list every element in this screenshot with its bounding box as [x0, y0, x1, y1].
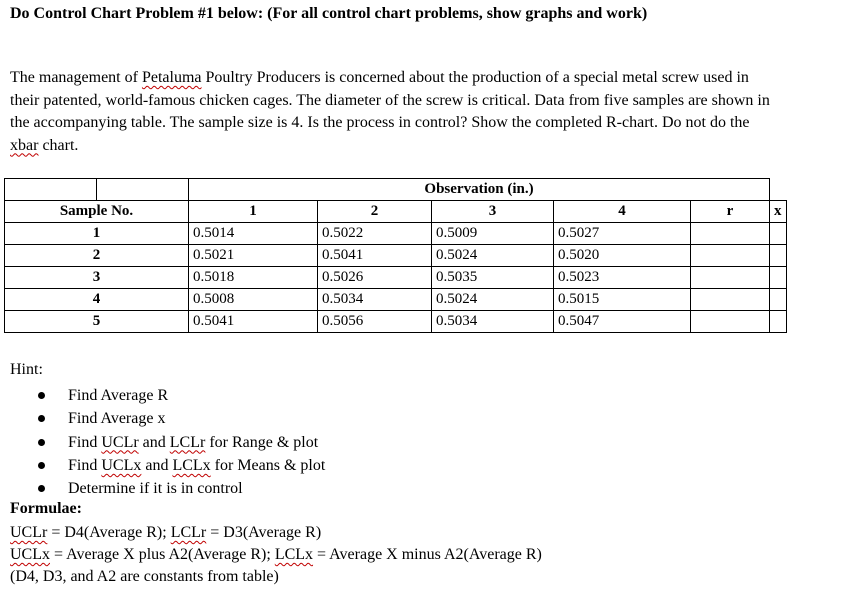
obs-cell: 0.5008	[189, 289, 318, 311]
obs-cell: 0.5026	[318, 267, 432, 289]
hint-text: Determine if it is in control	[68, 480, 243, 498]
hint-text: and	[141, 456, 173, 474]
statement-company-name: Petaluma	[141, 69, 202, 86]
table-group-header-row	[5, 179, 787, 201]
obs-cell: 0.5009	[432, 223, 554, 245]
problem-title: Do Control Chart Problem #1 below: (For all control chart problems, show graphs and work)	[10, 5, 648, 22]
obs-cell: 0.5047	[554, 311, 691, 333]
obs-cell: 0.5034	[318, 289, 432, 311]
list-item	[30, 431, 325, 454]
obs-cell: 0.5015	[554, 289, 691, 311]
table-row	[5, 267, 787, 289]
obs-cell: 0.5014	[189, 223, 318, 245]
r-cell[interactable]	[691, 311, 770, 333]
r-cell[interactable]	[691, 267, 770, 289]
formula-term: UCLx	[10, 546, 50, 563]
obs-cell: 0.5027	[554, 223, 691, 245]
x-cell[interactable]	[770, 245, 787, 267]
x-cell[interactable]	[770, 267, 787, 289]
hint-term: UCLx	[101, 456, 142, 474]
bullet-icon	[38, 392, 45, 399]
observation-table	[4, 178, 787, 333]
statement-text: The management of	[10, 69, 142, 86]
sample-number: 1	[5, 223, 189, 245]
table-row	[5, 223, 787, 245]
hint-text: and	[138, 433, 170, 451]
obs-cell: 0.5041	[189, 311, 318, 333]
formula-term: LCLx	[274, 546, 314, 563]
sample-number: 3	[5, 267, 189, 289]
list-item	[30, 477, 325, 500]
table-row	[5, 289, 787, 311]
hint-list	[30, 384, 325, 500]
obs-cell: 0.5034	[432, 311, 554, 333]
list-item	[30, 384, 325, 407]
header-obs-1: 1	[189, 201, 318, 223]
list-item	[30, 454, 325, 477]
obs-cell: 0.5020	[554, 245, 691, 267]
sample-number: 5	[5, 311, 189, 333]
obs-cell: 0.5041	[318, 245, 432, 267]
obs-cell: 0.5023	[554, 267, 691, 289]
header-r: r	[691, 201, 770, 223]
sample-number: 2	[5, 245, 189, 267]
hint-text: Find Average x	[68, 410, 166, 428]
table-row	[5, 245, 787, 267]
obs-cell: 0.5024	[432, 245, 554, 267]
hint-text: Find	[68, 456, 102, 474]
obs-cell: 0.5035	[432, 267, 554, 289]
formula-line-range	[10, 522, 321, 544]
header-obs-2: 2	[318, 201, 432, 223]
sample-number: 4	[5, 289, 189, 311]
formula-line-means	[10, 544, 542, 566]
table-cell	[5, 179, 97, 201]
header-x: x	[770, 201, 787, 223]
formula-term: LCLr	[170, 524, 207, 541]
formula-term: UCLr	[10, 524, 48, 541]
r-cell[interactable]	[691, 223, 770, 245]
obs-cell: 0.5056	[318, 311, 432, 333]
formula-text: = D4(Average R);	[47, 524, 171, 541]
formula-note: (D4, D3, and A2 are constants from table)	[10, 568, 279, 585]
hint-text: for Means & plot	[210, 456, 326, 474]
obs-cell: 0.5021	[189, 245, 318, 267]
hint-term: LCLr	[169, 433, 206, 451]
statement-text: chart.	[38, 136, 79, 154]
table-row	[5, 311, 787, 333]
table-header-row	[5, 201, 787, 223]
hint-term: UCLr	[101, 433, 139, 451]
hint-label: Hint:	[10, 361, 43, 378]
hint-text: Find Average R	[68, 387, 169, 404]
header-sample-no: Sample No.	[5, 201, 189, 223]
observation-group-header: Observation (in.)	[189, 179, 770, 201]
table-cell	[97, 179, 189, 201]
obs-cell: 0.5018	[189, 267, 318, 289]
x-cell[interactable]	[770, 311, 787, 333]
hint-text: Find	[68, 433, 102, 451]
hint-text: for Range & plot	[205, 433, 319, 451]
bullet-icon	[38, 439, 45, 446]
formula-text: = D3(Average R)	[206, 524, 322, 541]
x-cell[interactable]	[770, 223, 787, 245]
statement-text: Poultry Producers is concerned about the production of a special metal screw used in their patented, world-famous chicken cages. The diameter of the screw is critical. Data from five samples are shown in the accompanying table. The sample size is 4. Is the process in control? Show the completed R-chart. Do not do the	[10, 69, 770, 131]
bullet-icon	[38, 485, 45, 492]
bullet-icon	[38, 415, 45, 422]
r-cell[interactable]	[691, 289, 770, 311]
formula-text: = Average X plus A2(Average R);	[50, 546, 275, 563]
header-obs-4: 4	[554, 201, 691, 223]
x-cell[interactable]	[770, 289, 787, 311]
list-item	[30, 407, 325, 430]
formula-text: = Average X minus A2(Average R)	[313, 546, 542, 563]
bullet-icon	[38, 462, 45, 469]
hint-term: LCLx	[172, 456, 211, 474]
r-cell[interactable]	[691, 245, 770, 267]
statement-xbar: xbar	[10, 136, 39, 154]
obs-cell: 0.5024	[432, 289, 554, 311]
formulae-label: Formulae:	[10, 500, 82, 517]
problem-statement	[10, 67, 770, 157]
header-obs-3: 3	[432, 201, 554, 223]
obs-cell: 0.5022	[318, 223, 432, 245]
